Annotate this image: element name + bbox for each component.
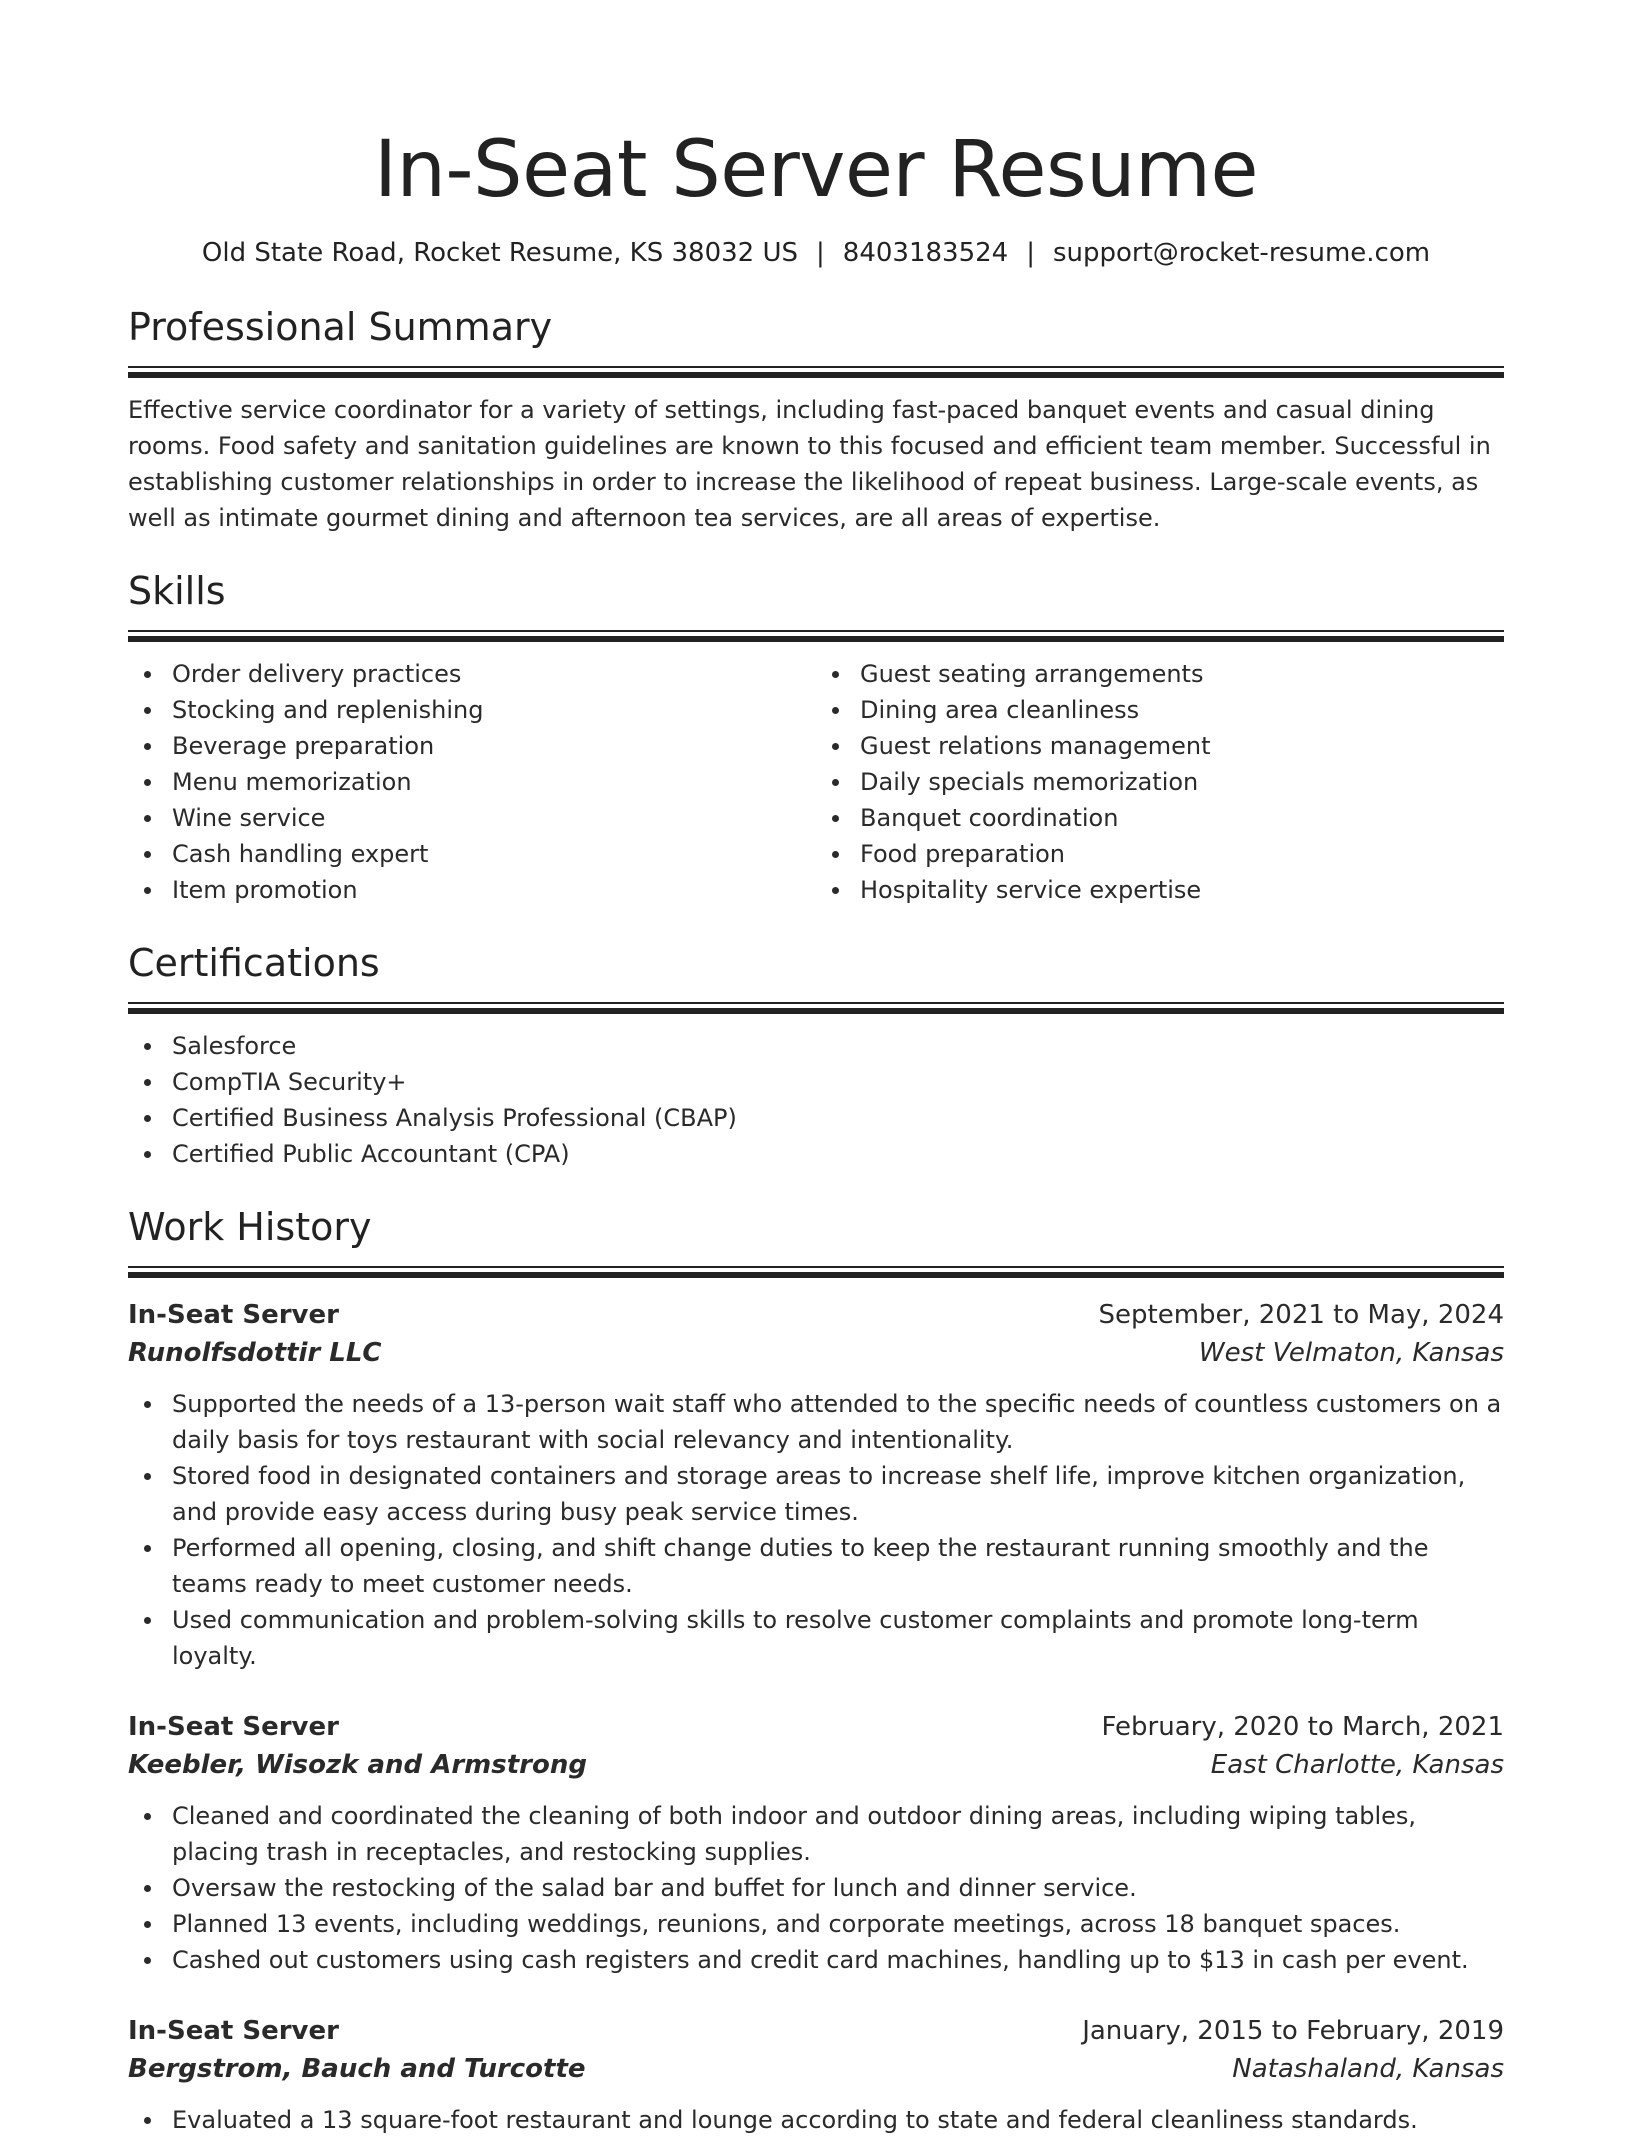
job-company-row bbox=[128, 2050, 1504, 2088]
section-divider bbox=[128, 630, 1504, 642]
contact-email: support@rocket-resume.com bbox=[1052, 238, 1431, 268]
job-dates: January, 2015 to February, 2019 bbox=[1082, 2016, 1504, 2046]
job-entry bbox=[128, 1296, 1504, 1674]
contact-phone: 8403183524 bbox=[842, 238, 1009, 268]
certifications-section bbox=[128, 938, 1504, 1172]
job-duties-list bbox=[128, 2102, 1504, 2138]
section-divider bbox=[128, 1266, 1504, 1278]
skill-item: Beverage preparation bbox=[172, 728, 816, 764]
certification-item: Certified Public Accountant (CPA) bbox=[172, 1136, 1504, 1172]
skills-grid bbox=[128, 656, 1504, 908]
summary-section bbox=[128, 302, 1504, 536]
certification-item: CompTIA Security+ bbox=[172, 1064, 1504, 1100]
contact-separator: | bbox=[816, 238, 825, 268]
job-duty-item: Supported the needs of a 13-person wait staff who attended to the specific needs of countless customers on a daily basis for toys restaurant with social relevancy and intentionality. bbox=[172, 1386, 1504, 1458]
certification-item: Certified Business Analysis Professional (CBAP) bbox=[172, 1100, 1504, 1136]
skill-item: Item promotion bbox=[172, 872, 816, 908]
job-duty-item: Cashed out customers using cash registers and credit card machines, handling up to $13 in cash per event. bbox=[172, 1942, 1504, 1978]
skills-list-left bbox=[128, 656, 816, 908]
job-duty-item: Used communication and problem-solving skills to resolve customer complaints and promote long-term loyalty. bbox=[172, 1602, 1504, 1674]
skill-item: Order delivery practices bbox=[172, 656, 816, 692]
skill-item: Cash handling expert bbox=[172, 836, 816, 872]
job-entry bbox=[128, 1708, 1504, 1978]
skills-list-right bbox=[816, 656, 1504, 908]
job-duty-item: Planned 13 events, including weddings, reunions, and corporate meetings, across 18 banquet spaces. bbox=[172, 1906, 1504, 1942]
contact-separator: | bbox=[1026, 238, 1035, 268]
job-duties-list bbox=[128, 1798, 1504, 1978]
certifications-list bbox=[128, 1028, 1504, 1172]
job-header-row bbox=[128, 1296, 1504, 1334]
job-duties-list bbox=[128, 1386, 1504, 1674]
section-heading-work-history: Work History bbox=[128, 1205, 372, 1249]
skills-section bbox=[128, 566, 1504, 908]
job-header-row bbox=[128, 2012, 1504, 2050]
job-dates: February, 2020 to March, 2021 bbox=[1101, 1712, 1504, 1742]
certification-item: Salesforce bbox=[172, 1028, 1504, 1064]
job-company: Runolfsdottir LLC bbox=[128, 1338, 382, 1368]
job-duty-item: Evaluated a 13 square-foot restaurant and lounge according to state and federal cleanliness standards. bbox=[172, 2102, 1504, 2138]
job-location: West Velmaton, Kansas bbox=[1198, 1338, 1504, 1368]
section-heading-summary: Professional Summary bbox=[128, 305, 553, 349]
skill-item: Guest seating arrangements bbox=[860, 656, 1504, 692]
skill-item: Menu memorization bbox=[172, 764, 816, 800]
section-heading-skills: Skills bbox=[128, 569, 226, 613]
job-location: East Charlotte, Kansas bbox=[1210, 1750, 1504, 1780]
job-title: In-Seat Server bbox=[128, 2016, 339, 2046]
job-company-row bbox=[128, 1334, 1504, 1372]
section-heading-certifications: Certifications bbox=[128, 941, 380, 985]
job-dates: September, 2021 to May, 2024 bbox=[1098, 1300, 1504, 1330]
contact-address: Old State Road, Rocket Resume, KS 38032 US bbox=[201, 238, 799, 268]
job-entry bbox=[128, 2012, 1504, 2138]
summary-text: Effective service coordinator for a variety of settings, including fast-paced banquet events and casual dining rooms. Food safety and sanitation guidelines are known to this focused and efficient team member. Successful in establishing customer relationships in order to increase the likelihood of repeat business. Large-scale events, as well as intimate gourmet dining and afternoon tea services, are all areas of expertise. bbox=[128, 396, 1491, 532]
job-location: Natashaland, Kansas bbox=[1232, 2054, 1504, 2084]
skill-item: Stocking and replenishing bbox=[172, 692, 816, 728]
job-duty-item: Stored food in designated containers and storage areas to increase shelf life, improve kitchen organization, and provide easy access during busy peak service times. bbox=[172, 1458, 1504, 1530]
job-company-row bbox=[128, 1746, 1504, 1784]
job-company: Bergstrom, Bauch and Turcotte bbox=[128, 2054, 586, 2084]
skill-item: Guest relations management bbox=[860, 728, 1504, 764]
section-divider bbox=[128, 1002, 1504, 1014]
job-title: In-Seat Server bbox=[128, 1712, 339, 1742]
skill-item: Hospitality service expertise bbox=[860, 872, 1504, 908]
skill-item: Daily specials memorization bbox=[860, 764, 1504, 800]
skill-item: Wine service bbox=[172, 800, 816, 836]
contact-line bbox=[128, 234, 1504, 272]
work-history-section bbox=[128, 1202, 1504, 2138]
resume-page bbox=[128, 120, 1504, 2138]
skill-item: Food preparation bbox=[860, 836, 1504, 872]
job-duty-item: Cleaned and coordinated the cleaning of both indoor and outdoor dining areas, including wiping tables, placing trash in receptacles, and restocking supplies. bbox=[172, 1798, 1504, 1870]
job-duty-item: Performed all opening, closing, and shift change duties to keep the restaurant running smoothly and the teams ready to meet customer needs. bbox=[172, 1530, 1504, 1602]
job-header-row bbox=[128, 1708, 1504, 1746]
job-duty-item: Oversaw the restocking of the salad bar and buffet for lunch and dinner service. bbox=[172, 1870, 1504, 1906]
resume-title: In-Seat Server Resume bbox=[373, 125, 1259, 215]
skill-item: Dining area cleanliness bbox=[860, 692, 1504, 728]
section-divider bbox=[128, 366, 1504, 378]
job-company: Keebler, Wisozk and Armstrong bbox=[128, 1750, 587, 1780]
job-title: In-Seat Server bbox=[128, 1300, 339, 1330]
skill-item: Banquet coordination bbox=[860, 800, 1504, 836]
